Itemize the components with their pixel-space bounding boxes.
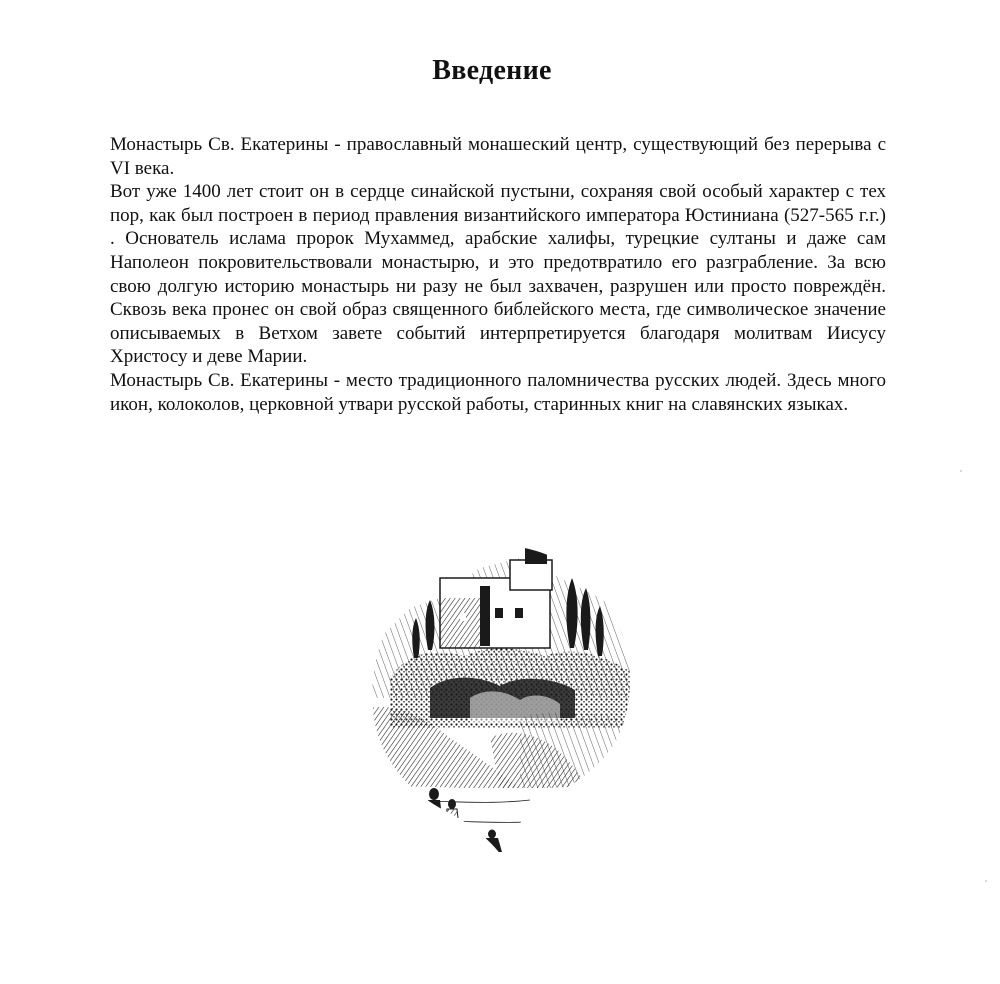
body-text xyxy=(110,133,886,416)
monastery-engraving-illustration xyxy=(370,538,638,860)
paragraph-intro: Монастырь Св. Екатерины - православный монашеский центр, существующий без перерыва с VI века. xyxy=(110,134,886,179)
page-title: Введение xyxy=(432,55,552,86)
scan-speck xyxy=(960,470,962,472)
engraving-scene xyxy=(370,538,638,860)
monastery-engraving xyxy=(370,538,638,860)
scan-speck xyxy=(985,880,987,882)
paragraph-history: Вот уже 1400 лет стоит он в сердце синайской пустыни, сохраняя свой особый характер с тех пор, как был построен в период правления византийского императора Юстиниана (527-565 г.г.) . Основатель ислама пророк Мухаммед, арабские халифы, турецкие султаны и даже сам Наполеон покровительствовали монастырю, и это предотвратило его разграбление. За всю свою долгую историю монастырь ни разу не был захвачен, разрушен или просто повреждён. Сквозь века пронес он свой образ священного библейского места, где символическое значение описываемых в Ветхом завете событий интерпретируется благодаря молитвам Иисусу Христосу и деве Марии. xyxy=(110,181,886,368)
paragraph-pilgrimage: Монастырь Св. Екатерины - место традиционного паломничества русских людей. Здесь много икон, колоколов, церковной утвари русской работы, старинных книг на славянских языках. xyxy=(110,369,886,415)
